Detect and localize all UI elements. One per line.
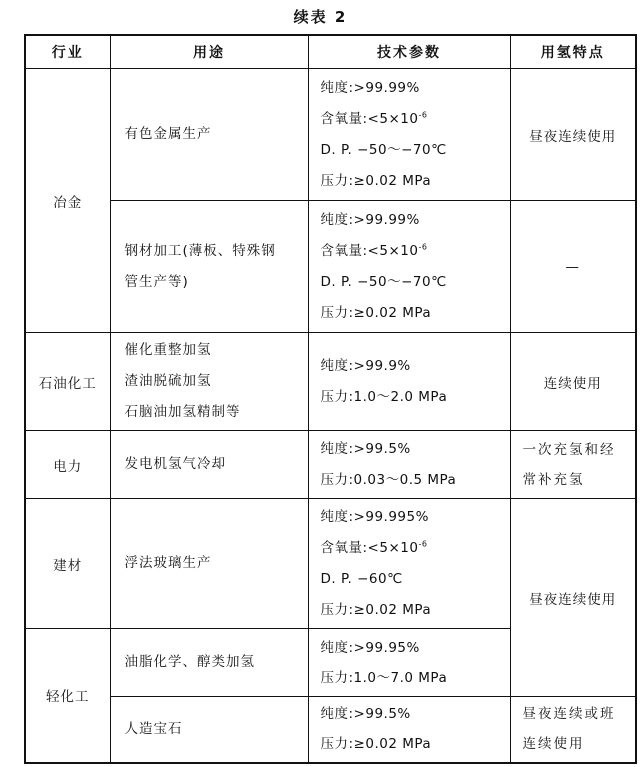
- param-line: 压力:≥0.02 MPa: [320, 601, 432, 618]
- header-params: 技术参数: [308, 35, 510, 69]
- industry-cell: 石油化工: [25, 333, 110, 431]
- header-feature: 用氢特点: [510, 35, 636, 69]
- use-cell: 有色金属生产: [110, 69, 308, 201]
- feature-line: 昼夜连续或班: [522, 706, 616, 723]
- param-line: 压力:≥0.02 MPa: [320, 304, 432, 321]
- use-line: 管生产等): [124, 273, 189, 290]
- use-line: 催化重整加氢: [124, 342, 212, 358]
- params-cell: [308, 629, 510, 697]
- use-cell: [110, 333, 308, 431]
- feature-line: 连续使用: [522, 736, 585, 753]
- params-cell: [308, 333, 510, 431]
- params-cell: [308, 201, 510, 333]
- params-cell: [308, 431, 510, 499]
- table-row: [25, 69, 636, 201]
- feature-cell: [510, 431, 636, 499]
- table-row: [25, 333, 636, 431]
- feature-cell: [510, 697, 636, 763]
- industry-cell: 建材: [25, 499, 110, 629]
- param-line: 纯度:>99.99%: [320, 79, 420, 96]
- param-line: 压力:1.0～2.0 MPa: [320, 388, 448, 405]
- params-cell: [308, 697, 510, 763]
- use-cell: 浮法玻璃生产: [110, 499, 308, 629]
- params-cell: [308, 499, 510, 629]
- param-line: 纯度:>99.9%: [320, 357, 411, 374]
- param-line: 纯度:>99.99%: [320, 211, 420, 228]
- industry-cell: 冶金: [25, 69, 110, 333]
- table-row: [25, 499, 636, 629]
- param-line: 纯度:>99.5%: [320, 706, 411, 723]
- use-line: 钢材加工(薄板、特殊钢: [124, 242, 276, 259]
- use-cell: 发电机氢气冷却: [110, 431, 308, 499]
- param-line: 压力:≥0.02 MPa: [320, 172, 432, 189]
- table-row: [25, 431, 636, 499]
- table-row: [25, 697, 636, 763]
- table-title: 续表 2: [293, 8, 348, 26]
- feature-line: 一次充氢和经: [522, 441, 616, 458]
- table-row: [25, 201, 636, 333]
- feature-cell: —: [510, 201, 636, 333]
- feature-cell: 昼夜连续使用: [510, 69, 636, 201]
- use-cell: 人造宝石: [110, 697, 308, 763]
- param-line: 含氧量$:<5\times 10^{-6}$: [320, 110, 428, 127]
- use-line: 石脑油加氢精制等: [124, 404, 241, 420]
- param-line: D. P. −50～−70℃: [320, 141, 447, 158]
- param-line: 含氧量$:<5\times 10^{-6}$: [320, 242, 428, 259]
- param-line: 含氧量$:<5\times 10^{-6}$: [320, 539, 428, 556]
- hydrogen-use-table: [24, 34, 637, 764]
- param-line: 纯度:>99.995%: [320, 508, 429, 525]
- param-line: 纯度:>99.95%: [320, 639, 420, 656]
- use-line: 渣油脱硫加氢: [124, 373, 212, 389]
- param-line: D. P. −60℃: [320, 570, 403, 587]
- header-use: 用途: [110, 35, 308, 69]
- industry-cell: 电力: [25, 431, 110, 499]
- param-line: 压力:≥0.02 MPa: [320, 736, 432, 753]
- feature-cell: 连续使用: [510, 333, 636, 431]
- feature-line: 常补充氢: [522, 471, 585, 488]
- param-line: D. P. −50～−70℃: [320, 273, 447, 290]
- industry-cell: 轻化工: [25, 629, 110, 763]
- param-line: 纯度:>99.5%: [320, 440, 411, 457]
- feature-cell: 昼夜连续使用: [510, 499, 636, 697]
- params-cell: [308, 69, 510, 201]
- use-cell: 油脂化学、醇类加氢: [110, 629, 308, 697]
- param-line: 压力:1.0～7.0 MPa: [320, 669, 448, 686]
- use-cell: [110, 201, 308, 333]
- header-row: [25, 35, 636, 69]
- param-line: 压力:0.03～0.5 MPa: [320, 471, 457, 488]
- header-industry: 行业: [25, 35, 110, 69]
